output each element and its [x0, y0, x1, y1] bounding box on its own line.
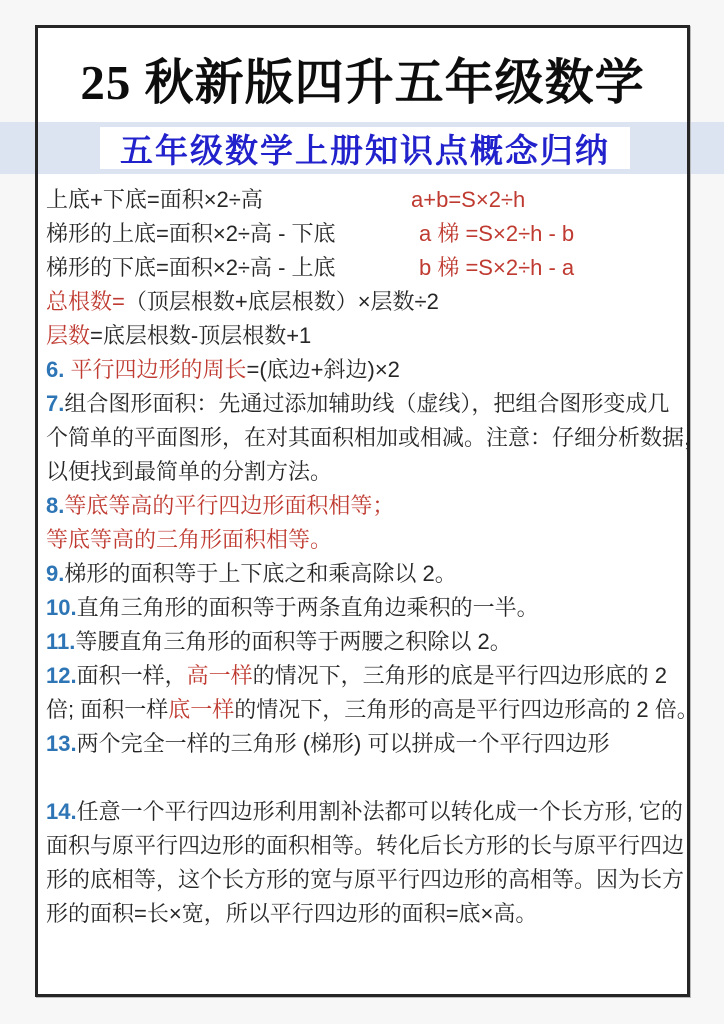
text-segment: 梯形的上底=面积×2÷高 - 下底 — [46, 221, 336, 246]
text-line — [46, 625, 688, 659]
text-segment: （顶层根数+底层根数）×层数÷2 — [124, 289, 439, 314]
formula-symbolic — [411, 187, 525, 212]
text-segment: 组合图形面积：先通过添加辅助线（虚线），把组合图形变成几 — [64, 391, 670, 416]
text-segment: 7. — [46, 391, 65, 416]
text-segment: 等腰直角三角形的面积等于两腰之积除以 2。 — [75, 629, 512, 654]
text-segment: 6. — [46, 357, 65, 382]
text-segment: 11. — [46, 629, 76, 654]
text-segment: a+b=S×2÷h — [411, 187, 526, 212]
text-segment: 高一样 — [186, 663, 253, 688]
banner-highlight-box — [100, 127, 630, 169]
text-line — [46, 217, 688, 251]
text-segment: 层数 — [46, 323, 91, 348]
text-segment: a 梯 =S×2÷h - b — [419, 221, 575, 246]
text-line — [46, 285, 688, 319]
text-segment: 任意一个平行四边形利用割补法都可以转化成一个长方形, 它的 — [76, 799, 683, 824]
text-segment: 等底等高的平行四边形面积相等； — [64, 493, 395, 518]
text-segment: 直角三角形的面积等于两条直角边乘积的一半。 — [76, 595, 539, 620]
text-segment: 12. — [46, 663, 77, 688]
text-segment: 梯形的下底=面积×2÷高 - 上底 — [46, 255, 336, 280]
text-segment: 9. — [46, 561, 65, 586]
text-segment: 面积一样， — [76, 663, 187, 688]
text-segment: b 梯 =S×2÷h - a — [419, 255, 575, 280]
content-area — [46, 183, 707, 931]
page-title: 25 秋新版四升五年级数学 — [80, 55, 645, 110]
formula-symbolic — [411, 255, 574, 280]
text-segment: =(底边+斜边)×2 — [246, 357, 400, 382]
text-line — [46, 897, 688, 931]
text-segment: 8. — [46, 493, 65, 518]
text-line — [46, 183, 688, 217]
text-segment: =底层根数-顶层根数+1 — [90, 323, 312, 348]
text-line — [46, 489, 688, 523]
text-line — [46, 727, 688, 761]
text-line — [46, 523, 688, 557]
text-segment: 上底+下底=面积×2÷高 — [46, 187, 263, 212]
text-line — [46, 693, 699, 727]
text-segment: 两个完全一样的三角形 (梯形) 可以拼成一个平行四边形 — [76, 731, 610, 756]
formula-chinese — [46, 217, 411, 251]
text-line — [46, 591, 688, 625]
text-segment: 14. — [46, 799, 77, 824]
text-line — [46, 421, 707, 455]
text-segment: 形的底相等，这个长方形的宽与原平行四边形的高相等。因为长方 — [46, 867, 685, 892]
text-line — [46, 455, 688, 489]
formula-chinese — [46, 251, 411, 285]
text-line — [46, 319, 688, 353]
text-segment: 13. — [46, 731, 77, 756]
text-segment: 倍; 面积一样 — [46, 697, 169, 722]
text-segment: 10. — [46, 595, 77, 620]
formula-chinese — [46, 183, 411, 217]
text-line — [46, 387, 688, 421]
text-line — [46, 829, 688, 863]
text-line — [46, 557, 688, 591]
text-segment: 面积与原平行四边形的面积相等。转化后长方形的长与原平行四边 — [46, 833, 685, 858]
text-segment: 个简单的平面图形，在对其面积相加或相减。注意：仔细分析数据， — [46, 425, 707, 450]
blank-line — [46, 761, 688, 795]
text-segment: 以便找到最简单的分割方法。 — [46, 459, 333, 484]
text-segment: 的情况下，三角形的底是平行四边形底的 2 — [252, 663, 667, 688]
text-line — [46, 353, 688, 387]
text-segment: 等底等高的三角形面积相等。 — [46, 527, 333, 552]
text-segment: 底一样 — [168, 697, 235, 722]
text-segment: 梯形的面积等于上下底之和乘高除以 2。 — [64, 561, 457, 586]
text-segment: 的情况下，三角形的高是平行四边形高的 2 倍。 — [234, 697, 699, 722]
text-segment: 形的面积=长×宽，所以平行四边形的面积=底×高。 — [46, 901, 538, 926]
text-line — [46, 863, 688, 897]
text-segment: 总根数= — [46, 289, 125, 314]
formula-symbolic — [411, 221, 574, 246]
text-line — [46, 659, 688, 693]
text-line — [46, 795, 688, 829]
text-segment: 平行四边形的周长 — [64, 357, 247, 382]
banner-text: 五年级数学上册知识点概念归纳 — [120, 133, 610, 170]
text-line — [46, 251, 688, 285]
